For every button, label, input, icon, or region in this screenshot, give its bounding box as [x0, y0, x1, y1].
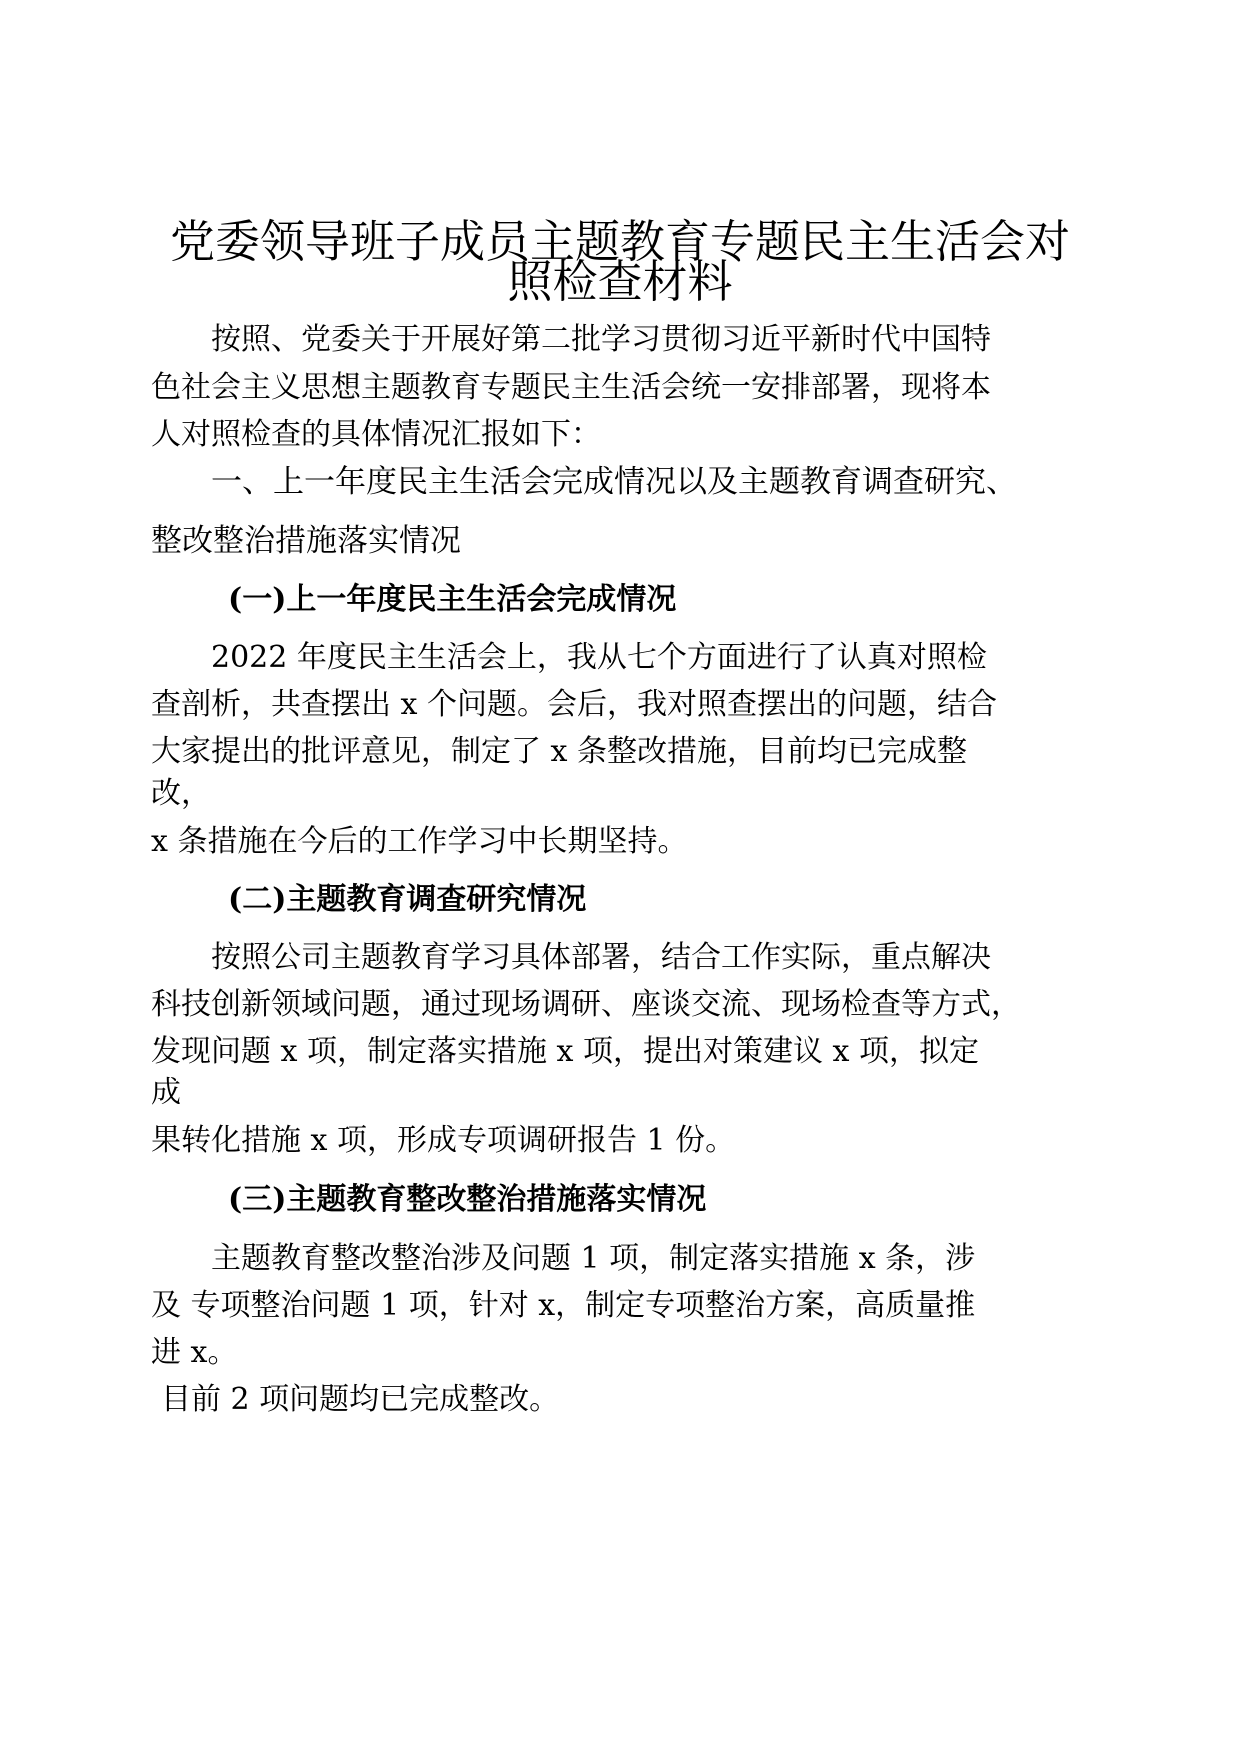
section1-heading-line-1: 一、上一年度民主生活会完成情况以及主题教育调查研究、 [211, 464, 1017, 500]
subsection2-line-5: 果转化措施 x 项，形成专项调研报告 1 份。 [151, 1123, 736, 1158]
subsection2-line-1: 按照公司主题教育学习具体部署，结合工作实际，重点解决 [211, 940, 991, 975]
subsection2-line-3: 发现问题 x 项，制定落实措施 x 项，提出对策建议 x 项，拟定 [151, 1034, 979, 1069]
subsection2-heading: (二)主题教育调查研究情况 [228, 882, 587, 917]
subsection3-heading: (三)主题教育整改整治措施落实情况 [228, 1182, 707, 1217]
subsection1-line-3: 大家提出的批评意见，制定了 x 条整改措施，目前均已完成整 [151, 734, 967, 769]
subsection2-line-4: 成 [151, 1075, 181, 1110]
subsection1-line-2: 查剖析，共查摆出 x 个问题。会后，我对照查摆出的问题，结合 [151, 687, 997, 722]
subsection3-line-2: 及 专项整治问题 1 项，针对 x，制定专项整治方案，高质量推 [151, 1288, 976, 1323]
document-title-line-2: 照检查材料 [507, 255, 733, 308]
intro-line-2: 色社会主义思想主题教育专题民主生活会统一安排部署，现将本 [151, 370, 991, 405]
intro-line-1: 按照、党委关于开展好第二批学习贯彻习近平新时代中国特 [211, 322, 991, 357]
subsection1-line-5: x 条措施在今后的工作学习中长期坚持。 [151, 824, 688, 859]
subsection1-line-1: 2022 年度民主生活会上，我从七个方面进行了认真对照检 [211, 640, 987, 675]
subsection3-line-1: 主题教育整改整治涉及问题 1 项，制定落实措施 x 条，涉 [211, 1241, 976, 1276]
intro-line-3: 人对照检查的具体情况汇报如下： [151, 417, 601, 452]
subsection3-line-3: 进 x。 [151, 1335, 238, 1370]
document-title-line-1: 党委领导班子成员主题教育专题民主生活会对 [169, 215, 1070, 268]
subsection2-line-2: 科技创新领域问题，通过现场调研、座谈交流、现场检查等方式， [151, 987, 1021, 1022]
subsection3-line-4: 目前 2 项问题均已完成整改。 [161, 1382, 560, 1417]
subsection1-heading: (一)上一年度民主生活会完成情况 [228, 582, 677, 617]
section1-heading-line-2: 整改整治措施落实情况 [151, 523, 461, 559]
subsection1-line-4: 改， [151, 776, 211, 811]
